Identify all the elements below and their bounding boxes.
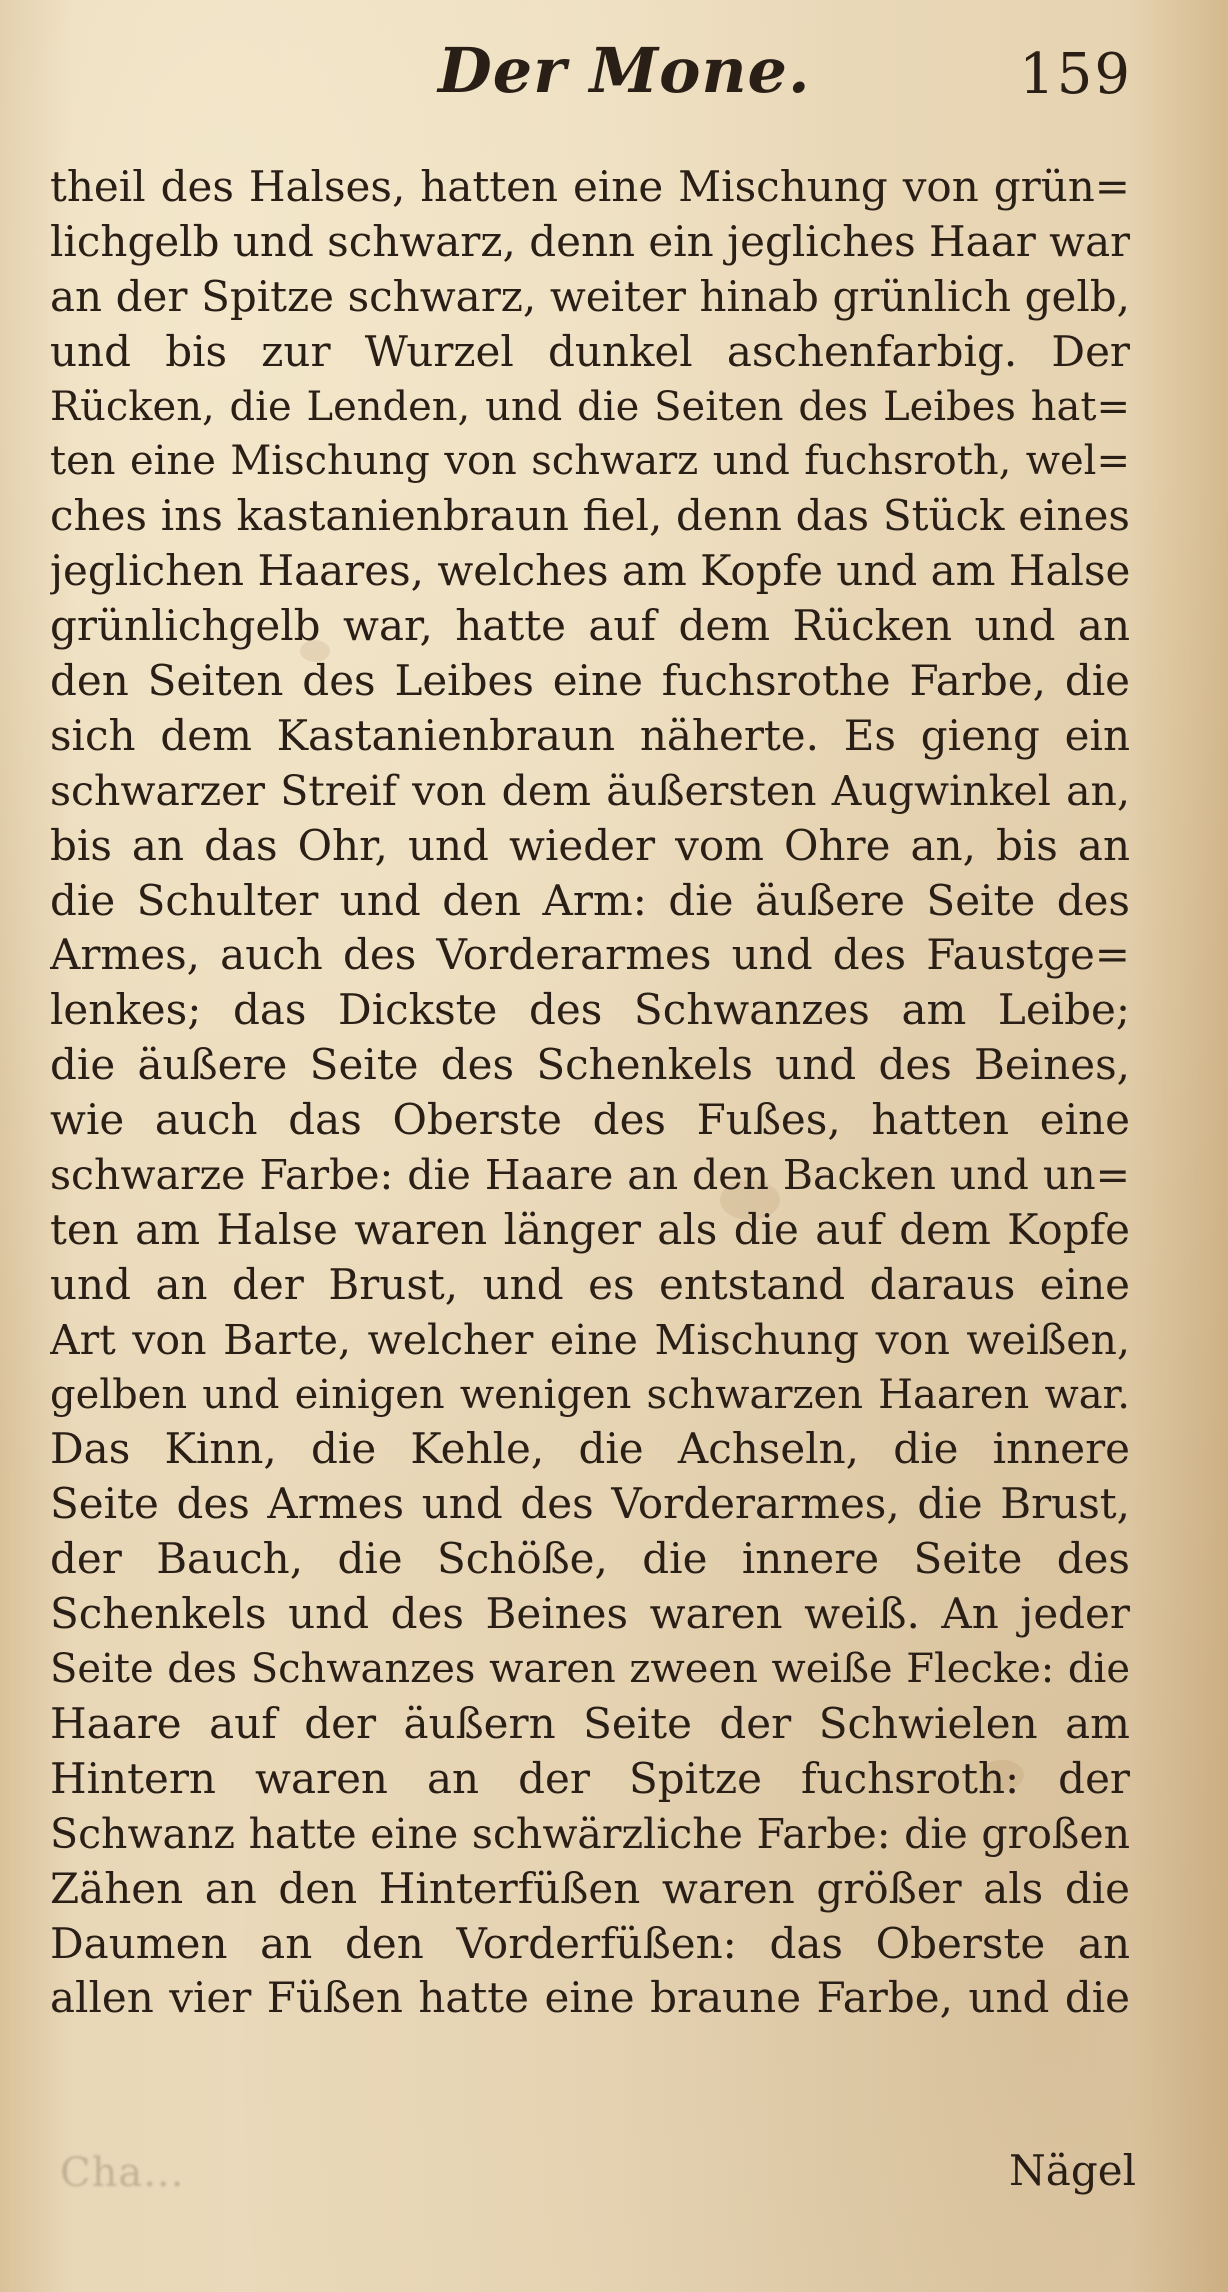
text-line: und bis zur Wurzel dunkel aschenfarbig. Der	[50, 326, 1130, 376]
text-line: bis an das Ohr, und wieder vom Ohre an, bis an	[50, 820, 1130, 870]
text-line: Das Kinn, die Kehle, die Achseln, die innere	[50, 1424, 1130, 1474]
text-line: Rücken, die Lenden, und die Seiten des Leibes hat=	[50, 383, 1130, 430]
text-line: die äußere Seite des Schenkels und des Beines,	[50, 1040, 1130, 1090]
text-line: Schenkels und des Beines waren weiß. An jeder	[50, 1589, 1130, 1639]
body-text	[50, 160, 1130, 2026]
text-line: grünlichgelb war, hatte auf dem Rücken und an	[50, 601, 1130, 651]
text-line: Seite des Schwanzes waren zween weiße Flecke: die	[50, 1646, 1130, 1693]
text-line: gelben und einigen wenigen schwarzen Haaren war.	[50, 1371, 1130, 1418]
text-line: schwarzer Streif von dem äußersten Augwinkel an,	[50, 766, 1130, 815]
text-line: an der Spitze schwarz, weiter hinab grünlich gelb,	[50, 271, 1130, 321]
text-line: Armes, auch des Vorderarmes und des Faustge=	[50, 930, 1130, 980]
catchword: Nägel	[1009, 2146, 1136, 2195]
text-line: lichgelb und schwarz, denn ein jegliches Haar war	[50, 216, 1130, 266]
page-footer	[60, 2142, 1136, 2212]
text-line: Zähen an den Hinterfüßen waren größer als die	[50, 1863, 1130, 1913]
text-line: Haare auf der äußern Seite der Schwielen am	[50, 1698, 1130, 1748]
text-line: Hintern waren an der Spitze fuchsroth: der	[50, 1753, 1130, 1803]
text-line: der Bauch, die Schöße, die innere Seite des	[50, 1534, 1130, 1584]
text-line: und an der Brust, und es entstand daraus eine	[50, 1259, 1130, 1309]
text-line: theil des Halses, hatten eine Mischung von grün=	[50, 162, 1130, 211]
text-line: ten eine Mischung von schwarz und fuchsroth, wel=	[50, 438, 1130, 485]
text-line: lenkes; das Dickste des Schwanzes am Leibe;	[50, 985, 1130, 1035]
faded-stamp: Cha...	[60, 2150, 185, 2196]
page-header	[0, 28, 1228, 118]
text-line: ches ins kastanienbraun fiel, denn das Stück eines	[50, 491, 1130, 541]
text-line: Seite des Armes und des Vorderarmes, die Brust,	[50, 1479, 1130, 1529]
text-line: ten am Halse waren länger als die auf dem Kopfe	[50, 1204, 1130, 1254]
text-line: den Seiten des Leibes eine fuchsrothe Farbe, die	[50, 656, 1130, 706]
text-line: schwarze Farbe: die Haare an den Backen und un=	[50, 1151, 1130, 1200]
page-number: 159	[1019, 42, 1132, 107]
running-title: Der Mone.	[438, 34, 811, 107]
text-line: allen vier Füßen hatte eine braune Farbe, und die	[50, 1973, 1130, 2023]
text-line: Art von Barte, welcher eine Mischung von weißen,	[50, 1315, 1130, 1364]
text-line: die Schulter und den Arm: die äußere Seite des	[50, 875, 1130, 925]
text-line: sich dem Kastanienbraun näherte. Es gieng ein	[50, 710, 1130, 760]
text-line: Schwanz hatte eine schwärzliche Farbe: die großen	[50, 1809, 1130, 1858]
text-line: Daumen an den Vorderfüßen: das Oberste an	[50, 1918, 1130, 1968]
text-line: wie auch das Oberste des Fußes, hatten eine	[50, 1095, 1130, 1145]
text-line: jeglichen Haares, welches am Kopfe und am Halse	[50, 546, 1130, 596]
